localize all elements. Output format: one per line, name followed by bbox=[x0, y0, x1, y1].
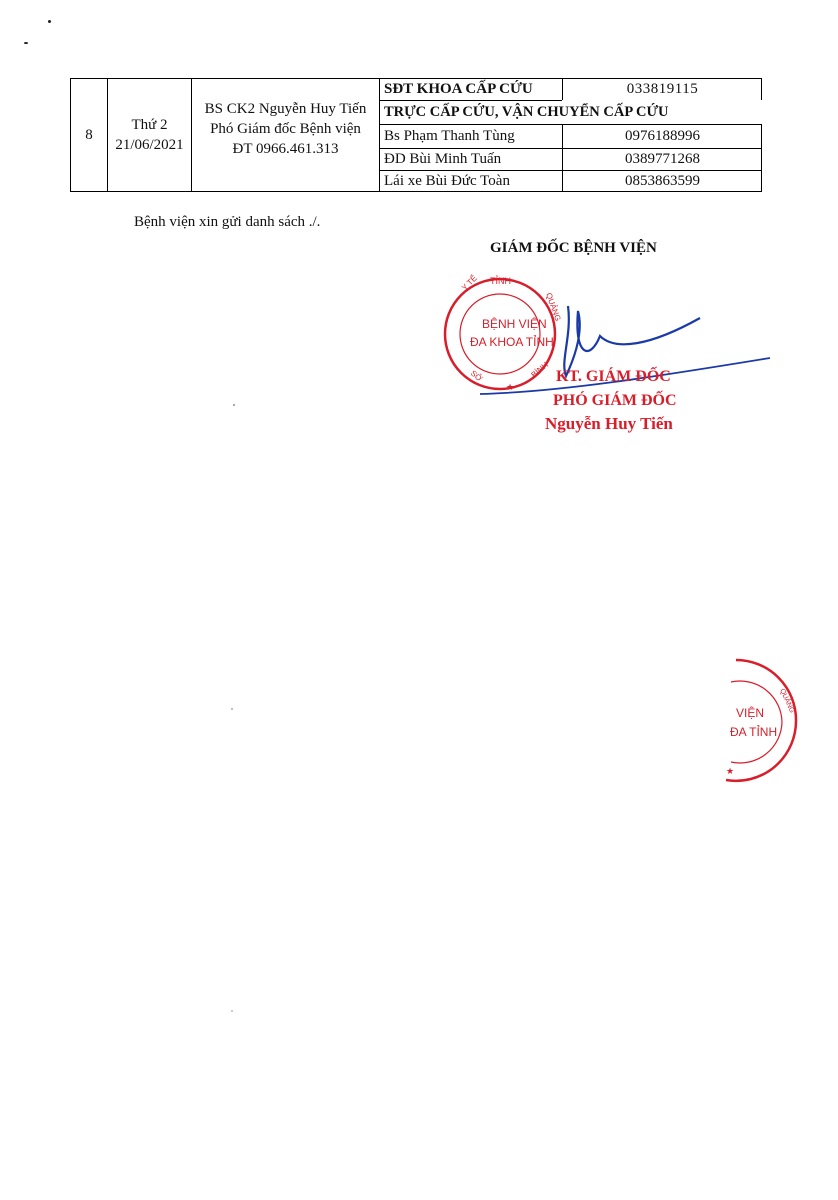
duty-table bbox=[70, 78, 762, 192]
scan-speck bbox=[48, 20, 51, 23]
scan-speck bbox=[24, 42, 28, 44]
row-number bbox=[71, 79, 107, 191]
person-phone: ĐT 0966.461.313 bbox=[232, 141, 339, 157]
signature-title: GIÁM ĐỐC BỆNH VIỆN bbox=[490, 240, 657, 256]
staff-phone-1: 0976188996 bbox=[625, 128, 700, 144]
day-text: Thứ 2 bbox=[131, 117, 168, 133]
scan-speck bbox=[233, 404, 235, 406]
stamp-text: ĐA KHOA TỈNH bbox=[470, 335, 554, 349]
partial-stamp bbox=[716, 650, 806, 790]
stamp-text: SỞ bbox=[468, 368, 484, 384]
partial-stamp-text: ★ bbox=[726, 766, 735, 776]
staff-phone-2: 0389771268 bbox=[625, 151, 700, 167]
person-name: BS CK2 Nguyễn Huy Tiến bbox=[204, 101, 367, 117]
stamp-text: QUẢNG bbox=[544, 291, 563, 323]
stamp-text: ★ bbox=[506, 382, 515, 392]
stamp-text: Y TẾ bbox=[460, 273, 479, 293]
closing-text: Bệnh viện xin gửi danh sách ./. bbox=[134, 214, 321, 230]
signature-scribble bbox=[564, 306, 700, 376]
emergency-label: SĐT KHOA CẤP CỨU bbox=[384, 81, 533, 97]
partial-stamp-text: QUẢNG bbox=[778, 687, 796, 715]
date-cell bbox=[108, 79, 191, 191]
staff-phone-3: 0853863599 bbox=[625, 172, 700, 189]
date-text: 21/06/2021 bbox=[115, 137, 184, 153]
stamp-text: BÌNH bbox=[529, 360, 550, 380]
row-number-text: 8 bbox=[85, 127, 93, 143]
stamp-text: TỈNH bbox=[490, 276, 511, 286]
signature-on-behalf: KT. GIÁM ĐỐC bbox=[556, 368, 671, 385]
staff-name-1: Bs Phạm Thanh Tùng bbox=[384, 128, 515, 144]
partial-stamp-text: VIỆN bbox=[736, 706, 765, 720]
scan-speck bbox=[231, 708, 233, 710]
person-cell bbox=[192, 79, 379, 179]
signature-name: Nguyễn Huy Tiến bbox=[545, 414, 673, 433]
emergency-number: 033819115 bbox=[626, 81, 699, 97]
staff-name-3: Lái xe Bùi Đức Toàn bbox=[384, 172, 510, 189]
partial-stamp-text: ĐA TỈNH bbox=[730, 725, 778, 739]
staff-name-2: ĐD Bùi Minh Tuấn bbox=[384, 151, 502, 167]
duty-header: TRỰC CẤP CỨU, VẬN CHUYỂN CẤP CỨU bbox=[384, 104, 669, 120]
scan-speck bbox=[231, 1010, 233, 1012]
signature-role: PHÓ GIÁM ĐỐC bbox=[553, 392, 677, 409]
stamp-text: BỆNH VIỆN bbox=[482, 317, 547, 331]
person-position: Phó Giám đốc Bệnh viện bbox=[210, 121, 361, 137]
